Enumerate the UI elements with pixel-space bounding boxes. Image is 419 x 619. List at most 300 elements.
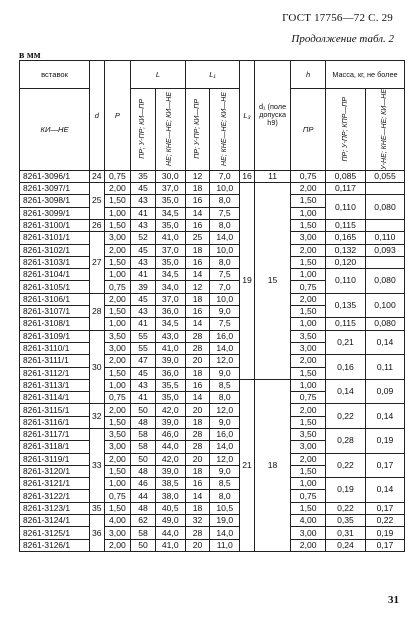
table-caption: Продолжение табл. 2 (291, 33, 394, 45)
cell-l1-pr: 16 (185, 379, 209, 391)
cell-l1-pr: 28 (185, 342, 209, 354)
cell-code: 8261-3102/1 (20, 244, 90, 256)
cell-l1-ne: 10,0 (210, 244, 240, 256)
cell-l-pr: 43 (131, 219, 155, 231)
cell-l1-pr: 16 (185, 219, 209, 231)
cell-l-pr: 52 (131, 232, 155, 244)
cell-l-pr: 45 (131, 244, 155, 256)
cell-l-pr: 45 (131, 367, 155, 379)
cell-d: 27 (90, 232, 104, 293)
cell-l-ne: 37,0 (155, 244, 185, 256)
table-row (20, 404, 405, 416)
cell-code: 8261-3119/1 (20, 453, 90, 465)
cell-l1-ne: 8,0 (210, 490, 240, 502)
cell-h: 2,00 (291, 404, 325, 416)
cell-h: 1,50 (291, 195, 325, 207)
cell-l-ne: 35,0 (155, 195, 185, 207)
cell-l-ne: 38,0 (155, 490, 185, 502)
cell-l1-ne: 9,0 (210, 416, 240, 428)
cell-mass-ne: 0,055 (365, 170, 404, 182)
cell-d: 26 (90, 219, 104, 231)
cell-l-ne: 40,5 (155, 502, 185, 514)
cell-l1-pr: 18 (185, 367, 209, 379)
cell-l1-pr: 28 (185, 428, 209, 440)
table-row (20, 183, 405, 195)
cell-code: 8261-3108/1 (20, 318, 90, 330)
cell-mass-ne: 0,14 (365, 404, 404, 429)
cell-p: 1,50 (104, 256, 131, 268)
cell-mass-pr: 0,22 (325, 502, 365, 514)
cell-l-pr: 45 (131, 183, 155, 195)
cell-l-pr: 43 (131, 195, 155, 207)
cell-l-ne: 30,0 (155, 170, 185, 182)
cell-l1-ne: 7,0 (210, 170, 240, 182)
cell-l1-pr: 18 (185, 502, 209, 514)
cell-d: 28 (90, 293, 104, 330)
cell-mass-pr: 0,115 (325, 219, 365, 231)
cell-l1-pr: 20 (185, 404, 209, 416)
cell-l-pr: 58 (131, 527, 155, 539)
cell-h: 3,50 (291, 330, 325, 342)
header-h: h (291, 61, 325, 89)
cell-mass-ne: 0,17 (365, 453, 404, 478)
table-body (20, 170, 405, 551)
cell-mass-pr: 0,16 (325, 355, 365, 380)
cell-h: 2,00 (291, 453, 325, 465)
cell-p: 0,75 (104, 281, 131, 293)
cell-mass-ne: 0,14 (365, 330, 404, 355)
header-l-ne: НЕ; КНЕ—НЕ; КИ—НЕ (155, 89, 185, 171)
table-row (20, 453, 405, 465)
cell-h: 3,00 (291, 232, 325, 244)
cell-l-ne: 46,0 (155, 428, 185, 440)
cell-code: 8261-3101/1 (20, 232, 90, 244)
cell-l1-pr: 20 (185, 453, 209, 465)
cell-p: 3,50 (104, 330, 131, 342)
cell-mass-pr: 0,135 (325, 293, 365, 318)
cell-d: 32 (90, 404, 104, 429)
cell-l1-pr: 14 (185, 269, 209, 281)
table-row (20, 318, 405, 330)
units-label: в мм (19, 50, 41, 61)
cell-mass-pr: 0,22 (325, 453, 365, 478)
cell-l-ne: 42,0 (155, 404, 185, 416)
cell-mass-ne (365, 256, 404, 268)
cell-mass-pr: 0,31 (325, 527, 365, 539)
cell-l-ne: 34,5 (155, 269, 185, 281)
cell-l1-ne: 14,0 (210, 232, 240, 244)
cell-l-ne: 49,0 (155, 515, 185, 527)
cell-mass-ne (365, 183, 404, 195)
cell-p: 2,00 (104, 404, 131, 416)
table-row (20, 330, 405, 342)
cell-l1-pr: 14 (185, 207, 209, 219)
cell-l1-pr: 18 (185, 244, 209, 256)
cell-l-pr: 41 (131, 269, 155, 281)
cell-code: 8261-3112/1 (20, 367, 90, 379)
cell-h: 1,50 (291, 502, 325, 514)
cell-l1-ne: 7,5 (210, 207, 240, 219)
cell-p: 1,50 (104, 195, 131, 207)
cell-mass-ne (365, 219, 404, 231)
cell-d: 25 (90, 183, 104, 220)
cell-l3: 19 (240, 183, 254, 380)
cell-l-ne: 34,5 (155, 207, 185, 219)
cell-l1-pr: 32 (185, 515, 209, 527)
cell-h: 2,00 (291, 539, 325, 551)
cell-l-ne: 39,0 (155, 465, 185, 477)
cell-code: 8261-3113/1 (20, 379, 90, 391)
cell-l1-ne: 10,0 (210, 293, 240, 305)
cell-l-pr: 41 (131, 207, 155, 219)
cell-mass-pr: 0,120 (325, 256, 365, 268)
cell-l-ne: 38,5 (155, 478, 185, 490)
cell-l1-pr: 25 (185, 232, 209, 244)
cell-l1-pr: 18 (185, 293, 209, 305)
cell-l-ne: 35,0 (155, 392, 185, 404)
cell-l1-pr: 16 (185, 306, 209, 318)
table-row (20, 244, 405, 256)
header-d: d (90, 61, 104, 171)
cell-p: 1,50 (104, 465, 131, 477)
cell-code: 8261-3097/1 (20, 183, 90, 195)
cell-code: 8261-3124/1 (20, 515, 90, 527)
cell-l1-ne: 19,0 (210, 515, 240, 527)
cell-l-ne: 37,0 (155, 293, 185, 305)
cell-code: 8261-3116/1 (20, 416, 90, 428)
cell-l1-ne: 7,5 (210, 318, 240, 330)
header-mass-ne: У-НЕ; КНЕ—НЕ; КИ—НЕ (365, 89, 404, 171)
cell-l-pr: 55 (131, 342, 155, 354)
cell-mass-pr: 0,28 (325, 428, 365, 453)
cell-p: 1,50 (104, 502, 131, 514)
cell-l-pr: 43 (131, 256, 155, 268)
cell-l1-pr: 20 (185, 355, 209, 367)
cell-mass-pr: 0,085 (325, 170, 365, 182)
cell-code: 8261-3103/1 (20, 256, 90, 268)
cell-h: 0,75 (291, 490, 325, 502)
cell-p: 2,00 (104, 539, 131, 551)
cell-mass-ne: 0,22 (365, 515, 404, 527)
cell-p: 1,50 (104, 416, 131, 428)
cell-h: 4,00 (291, 515, 325, 527)
cell-l-pr: 46 (131, 478, 155, 490)
cell-mass-ne: 0,080 (365, 318, 404, 330)
cell-l1-ne: 11,0 (210, 539, 240, 551)
cell-d: 30 (90, 330, 104, 404)
cell-l1-ne: 14,0 (210, 527, 240, 539)
cell-l-ne: 44,0 (155, 441, 185, 453)
table-row (20, 502, 405, 514)
cell-l1-ne: 7,5 (210, 269, 240, 281)
cell-l-ne: 37,0 (155, 183, 185, 195)
cell-l1-pr: 18 (185, 416, 209, 428)
cell-h: 0,75 (291, 281, 325, 293)
cell-l1-pr: 12 (185, 281, 209, 293)
header-h-pr: ПР (291, 89, 325, 171)
cell-mass-ne: 0,080 (365, 195, 404, 220)
cell-l1-ne: 16,0 (210, 428, 240, 440)
cell-l1-ne: 9,0 (210, 367, 240, 379)
table-row (20, 232, 405, 244)
table-row (20, 170, 405, 182)
cell-p: 4,00 (104, 515, 131, 527)
cell-code: 8261-3099/1 (20, 207, 90, 219)
cell-mass-ne: 0,14 (365, 478, 404, 503)
cell-h: 1,00 (291, 478, 325, 490)
cell-p: 1,50 (104, 219, 131, 231)
cell-mass-pr: 0,19 (325, 478, 365, 503)
cell-h: 3,50 (291, 428, 325, 440)
cell-l3: 21 (240, 379, 254, 551)
cell-l1-pr: 18 (185, 183, 209, 195)
cell-l1-pr: 28 (185, 441, 209, 453)
header-l-pr: ПР; У-ПР; КИ—ПР (131, 89, 155, 171)
dimensions-table (19, 60, 405, 552)
cell-p: 2,00 (104, 453, 131, 465)
cell-l1-ne: 14,0 (210, 441, 240, 453)
cell-l-ne: 39,0 (155, 416, 185, 428)
cell-l1-pr: 16 (185, 195, 209, 207)
cell-mass-ne: 0,19 (365, 428, 404, 453)
cell-p: 0,75 (104, 392, 131, 404)
cell-l1-ne: 9,0 (210, 465, 240, 477)
cell-d1: 11 (254, 170, 291, 182)
cell-mass-pr: 0,110 (325, 269, 365, 294)
cell-l-ne: 41,0 (155, 342, 185, 354)
cell-h: 1,50 (291, 367, 325, 379)
cell-code: 8261-3104/1 (20, 269, 90, 281)
table-row (20, 539, 405, 551)
cell-mass-pr: 0,35 (325, 515, 365, 527)
cell-l1-pr: 14 (185, 490, 209, 502)
cell-l1-ne: 12,0 (210, 404, 240, 416)
cell-l1-ne: 8,0 (210, 256, 240, 268)
cell-l1-ne: 14,0 (210, 342, 240, 354)
cell-code: 8261-3110/1 (20, 342, 90, 354)
cell-h: 2,00 (291, 183, 325, 195)
cell-code: 8261-3114/1 (20, 392, 90, 404)
cell-h: 0,75 (291, 170, 325, 182)
cell-p: 0,75 (104, 170, 131, 182)
header-mass: Масса, кг, не более (325, 61, 404, 89)
cell-l-pr: 39 (131, 281, 155, 293)
page-number: 31 (388, 594, 399, 606)
cell-code: 8261-3096/1 (20, 170, 90, 182)
cell-h: 3,00 (291, 527, 325, 539)
cell-l1-ne: 8,0 (210, 195, 240, 207)
header-d1: d₁ (поле допуска h9) (254, 61, 291, 171)
cell-code: 8261-3125/1 (20, 527, 90, 539)
cell-d1: 15 (254, 183, 291, 380)
cell-l-pr: 41 (131, 318, 155, 330)
cell-p: 3,00 (104, 232, 131, 244)
cell-h: 1,00 (291, 379, 325, 391)
cell-p: 1,00 (104, 379, 131, 391)
cell-d: 36 (90, 515, 104, 552)
cell-mass-ne: 0,17 (365, 539, 404, 551)
cell-h: 3,00 (291, 441, 325, 453)
cell-mass-pr: 0,132 (325, 244, 365, 256)
table-row (20, 527, 405, 539)
cell-l-ne: 41,0 (155, 539, 185, 551)
table-row (20, 293, 405, 305)
page-header: ГОСТ 17756—72 С. 29 (282, 12, 393, 24)
cell-l1-ne: 9,0 (210, 306, 240, 318)
cell-code: 8261-3126/1 (20, 539, 90, 551)
cell-h: 2,00 (291, 244, 325, 256)
cell-h: 2,00 (291, 293, 325, 305)
cell-code: 8261-3098/1 (20, 195, 90, 207)
cell-mass-pr: 0,14 (325, 379, 365, 404)
cell-p: 1,50 (104, 367, 131, 379)
cell-l-pr: 50 (131, 539, 155, 551)
cell-l-pr: 47 (131, 355, 155, 367)
cell-h: 1,50 (291, 219, 325, 231)
cell-l-ne: 41,0 (155, 232, 185, 244)
table-row (20, 379, 405, 391)
cell-l-ne: 42,0 (155, 453, 185, 465)
cell-mass-ne: 0,093 (365, 244, 404, 256)
header-l3: L₃ (240, 61, 254, 171)
cell-mass-ne: 0,17 (365, 502, 404, 514)
cell-l-pr: 58 (131, 441, 155, 453)
cell-h: 2,00 (291, 355, 325, 367)
cell-code: 8261-3115/1 (20, 404, 90, 416)
cell-l1-ne: 8,0 (210, 392, 240, 404)
cell-p: 1,00 (104, 478, 131, 490)
cell-code: 8261-3117/1 (20, 428, 90, 440)
cell-code: 8261-3107/1 (20, 306, 90, 318)
cell-mass-ne: 0,19 (365, 527, 404, 539)
cell-h: 0,75 (291, 392, 325, 404)
header-l1-pr: ПР; У-ПР; КИ—ПР (185, 89, 209, 171)
cell-l1-pr: 20 (185, 539, 209, 551)
cell-l3: 16 (240, 170, 254, 182)
cell-h: 1,00 (291, 318, 325, 330)
cell-l-pr: 45 (131, 293, 155, 305)
cell-code: 8261-3105/1 (20, 281, 90, 293)
cell-p: 3,00 (104, 441, 131, 453)
cell-p: 2,00 (104, 183, 131, 195)
table-row (20, 355, 405, 367)
cell-code: 8261-3118/1 (20, 441, 90, 453)
table-row (20, 478, 405, 490)
cell-code: 8261-3106/1 (20, 293, 90, 305)
cell-h: 1,00 (291, 269, 325, 281)
cell-p: 1,00 (104, 269, 131, 281)
cell-mass-pr: 0,22 (325, 404, 365, 429)
cell-code: 8261-3120/1 (20, 465, 90, 477)
table-row (20, 428, 405, 440)
cell-h: 1,50 (291, 306, 325, 318)
cell-p: 2,00 (104, 293, 131, 305)
cell-p: 1,50 (104, 306, 131, 318)
cell-h: 1,00 (291, 207, 325, 219)
table-row (20, 195, 405, 207)
cell-mass-ne: 0,080 (365, 269, 404, 294)
cell-l1-pr: 16 (185, 256, 209, 268)
cell-mass-ne: 0,110 (365, 232, 404, 244)
cell-p: 3,00 (104, 342, 131, 354)
cell-mass-ne: 0,09 (365, 379, 404, 404)
cell-d: 24 (90, 170, 104, 182)
cell-p: 1,00 (104, 318, 131, 330)
cell-d: 35 (90, 502, 104, 514)
cell-l-pr: 50 (131, 453, 155, 465)
cell-l-pr: 50 (131, 404, 155, 416)
cell-l-pr: 48 (131, 502, 155, 514)
header-l: L (131, 61, 186, 89)
cell-l1-ne: 10,0 (210, 183, 240, 195)
table-row (20, 219, 405, 231)
cell-l-ne: 44,0 (155, 527, 185, 539)
cell-p: 1,00 (104, 207, 131, 219)
cell-l-ne: 34,5 (155, 318, 185, 330)
cell-l1-pr: 28 (185, 330, 209, 342)
cell-l-ne: 39,0 (155, 355, 185, 367)
header-l1: L₁ (185, 61, 240, 89)
cell-l-pr: 43 (131, 379, 155, 391)
cell-code: 8261-3122/1 (20, 490, 90, 502)
cell-p: 2,00 (104, 244, 131, 256)
cell-l1-pr: 14 (185, 392, 209, 404)
cell-mass-ne: 0,100 (365, 293, 404, 318)
cell-l1-pr: 18 (185, 465, 209, 477)
header-code-group: вставок (20, 61, 90, 89)
header-l1-ne: НЕ; КНЕ—НЕ; КИ—НЕ (210, 89, 240, 171)
cell-l1-ne: 8,0 (210, 219, 240, 231)
cell-l1-ne: 16,0 (210, 330, 240, 342)
table-row (20, 269, 405, 281)
cell-l-pr: 43 (131, 306, 155, 318)
cell-h: 1,50 (291, 256, 325, 268)
cell-l-pr: 35 (131, 170, 155, 182)
cell-code: 8261-3123/1 (20, 502, 90, 514)
cell-mass-pr: 0,117 (325, 183, 365, 195)
cell-l1-ne: 8,5 (210, 379, 240, 391)
cell-code: 8261-3100/1 (20, 219, 90, 231)
cell-p: 3,00 (104, 527, 131, 539)
cell-l1-pr: 12 (185, 170, 209, 182)
cell-l1-pr: 16 (185, 478, 209, 490)
cell-l-pr: 55 (131, 330, 155, 342)
cell-l-pr: 58 (131, 428, 155, 440)
cell-d: 33 (90, 428, 104, 502)
cell-l-ne: 35,5 (155, 379, 185, 391)
cell-l-ne: 43,0 (155, 330, 185, 342)
cell-d1: 18 (254, 379, 291, 551)
table-row (20, 515, 405, 527)
cell-l1-ne: 12,0 (210, 453, 240, 465)
cell-mass-pr: 0,24 (325, 539, 365, 551)
cell-mass-pr: 0,21 (325, 330, 365, 355)
header-code-sub: КИ—НЕ (20, 89, 90, 171)
cell-p: 0,75 (104, 490, 131, 502)
cell-l1-ne: 10,5 (210, 502, 240, 514)
cell-h: 1,50 (291, 465, 325, 477)
cell-h: 3,00 (291, 342, 325, 354)
cell-l-pr: 41 (131, 392, 155, 404)
cell-l-ne: 35,0 (155, 219, 185, 231)
cell-code: 8261-3111/1 (20, 355, 90, 367)
header-p: P (104, 61, 131, 171)
cell-code: 8261-3109/1 (20, 330, 90, 342)
cell-l-pr: 62 (131, 515, 155, 527)
table-row (20, 256, 405, 268)
cell-l1-pr: 14 (185, 318, 209, 330)
cell-l-ne: 36,0 (155, 367, 185, 379)
